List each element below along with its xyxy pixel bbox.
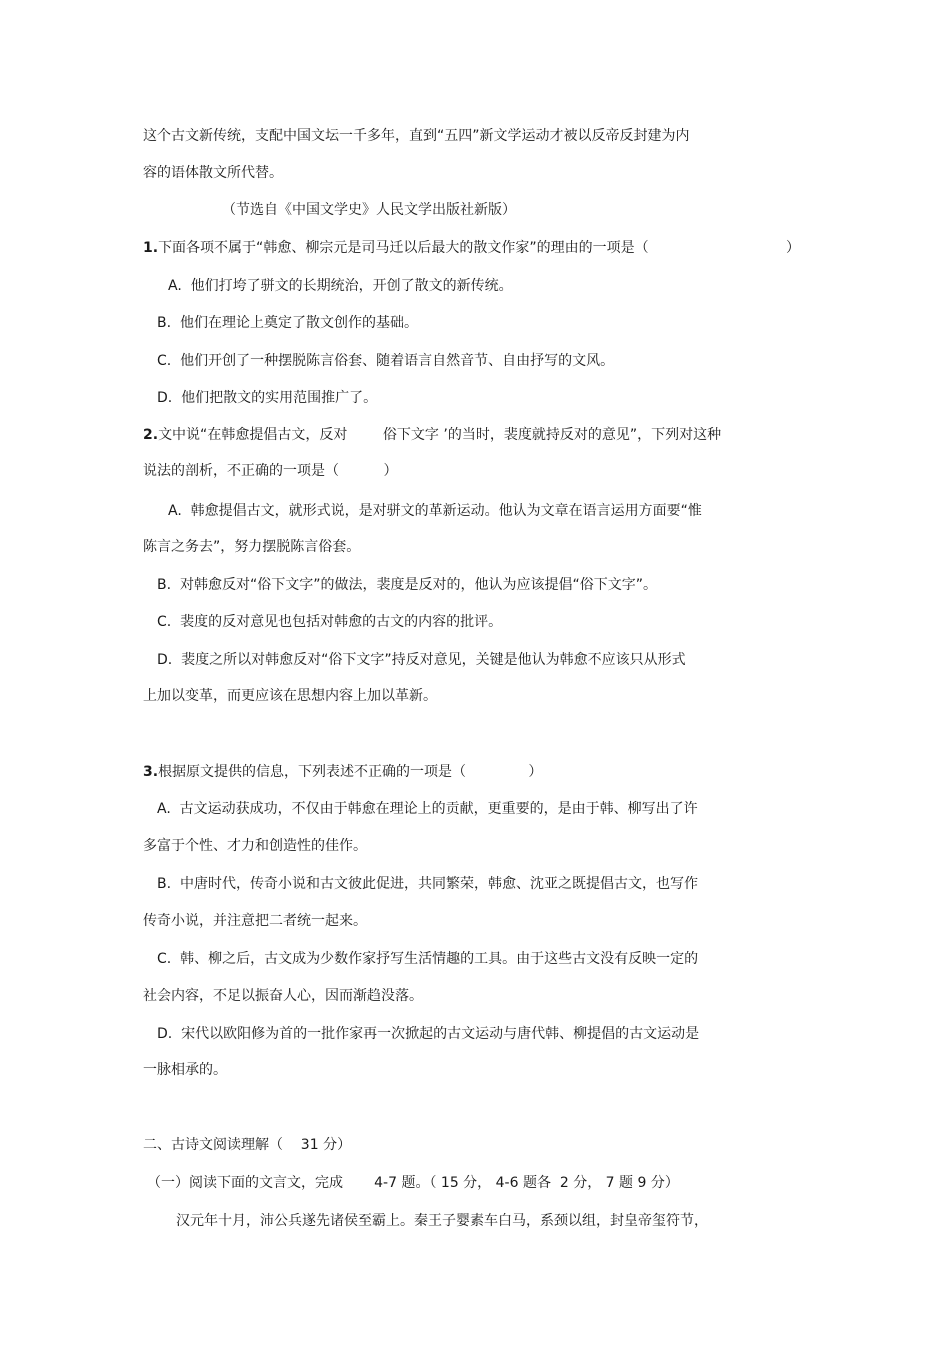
question-2-option-a: A. 韩愈提倡古文，就形式说，是对骈文的革新运动。他认为文章在语言运用方面要“惟 xyxy=(168,503,702,519)
question-3-option-c-cont: 社会内容，不足以振奋人心，因而渐趋没落。 xyxy=(143,988,423,1004)
question-3-option-c: C. 韩、柳之后，古文成为少数作家抒写生活情趣的工具。由于这些古文没有反映一定的 xyxy=(157,951,699,967)
question-3-option-a: A. 古文运动获成功，不仅由于韩愈在理论上的贡献，更重要的，是由于韩、柳写出了许 xyxy=(157,801,698,817)
question-2-option-c: C. 裴度的反对意见也包括对韩愈的古文的内容的批评。 xyxy=(157,614,503,630)
question-1-text: 下面各项不属于“韩愈、柳宗元是司马迁以后最大的散文作家”的理由的一项是（ xyxy=(158,240,649,256)
question-1-close: ） xyxy=(786,240,800,256)
question-2-option-a-cont: 陈言之务去”，努力摆脱陈言俗套。 xyxy=(143,539,361,555)
question-2-text: 文中说“在韩愈提倡古文，反对 俗下文字 ’的当时，裴度就持反对的意见”，下列对这种 xyxy=(158,427,722,443)
question-3-option-b: B. 中唐时代，传奇小说和古文彼此促进，共同繁荣，韩愈、沈亚之既提倡古文，也写作 xyxy=(157,876,698,892)
question-2-number: 2. xyxy=(143,427,159,443)
question-3-stem xyxy=(143,762,542,782)
passage-line-2: 容的语体散文所代替。 xyxy=(143,165,283,181)
question-1-option-c: C. 他们开创了一种摆脱陈言俗套、随着语言自然音节、自由抒写的文风。 xyxy=(157,353,615,369)
question-1-option-b: B. 他们在理论上奠定了散文创作的基础。 xyxy=(157,315,418,331)
question-3-option-b-cont: 传奇小说，并注意把二者统一起来。 xyxy=(143,913,367,929)
question-3-option-d-cont: 一脉相承的。 xyxy=(143,1062,227,1078)
question-3-number: 3. xyxy=(143,764,159,780)
question-1-option-a: A. 他们打垮了骈文的长期统治，开创了散文的新传统。 xyxy=(168,278,513,294)
question-2-option-d: D. 裴度之所以对韩愈反对“俗下文字”持反对意见，关键是他认为韩愈不应该只从形式 xyxy=(157,652,686,668)
question-2-stem-2: 说法的剖析，不正确的一项是（ ） xyxy=(143,463,398,479)
question-2-stem xyxy=(143,425,721,445)
question-1-number: 1. xyxy=(143,240,159,256)
question-1-stem xyxy=(143,238,649,258)
classical-text-line-1: 汉元年十月，沛公兵遂先诸侯至霸上。秦王子婴素车白马，系颈以组，封皇帝玺符节， xyxy=(176,1213,708,1229)
question-3-option-a-cont: 多富于个性、才力和创造性的佳作。 xyxy=(143,838,367,854)
question-2-option-b: B. 对韩愈反对“俗下文字”的做法，裴度是反对的，他认为应该提倡“俗下文字”。 xyxy=(157,577,657,593)
section-2-subtitle: （一）阅读下面的文言文，完成 4-7 题。（ 15 分， 4-6 题各 2 分， 7 题 9 分） xyxy=(147,1175,679,1191)
passage-source: （节选自《中国文学史》人民文学出版社新版） xyxy=(222,202,516,218)
question-1-option-d: D. 他们把散文的实用范围推广了。 xyxy=(157,390,378,406)
question-3-text: 根据原文提供的信息，下列表述不正确的一项是（ ） xyxy=(158,764,543,780)
section-2-title: 二、古诗文阅读理解（ 31 分） xyxy=(143,1137,352,1153)
question-2-option-d-cont: 上加以变革，而更应该在思想内容上加以革新。 xyxy=(143,688,437,704)
passage-line-1: 这个古文新传统，支配中国文坛一千多年，直到“五四”新文学运动才被以反帝反封建为内 xyxy=(143,128,690,144)
question-3-option-d: D. 宋代以欧阳修为首的一批作家再一次掀起的古文运动与唐代韩、柳提倡的古文运动是 xyxy=(157,1026,700,1042)
